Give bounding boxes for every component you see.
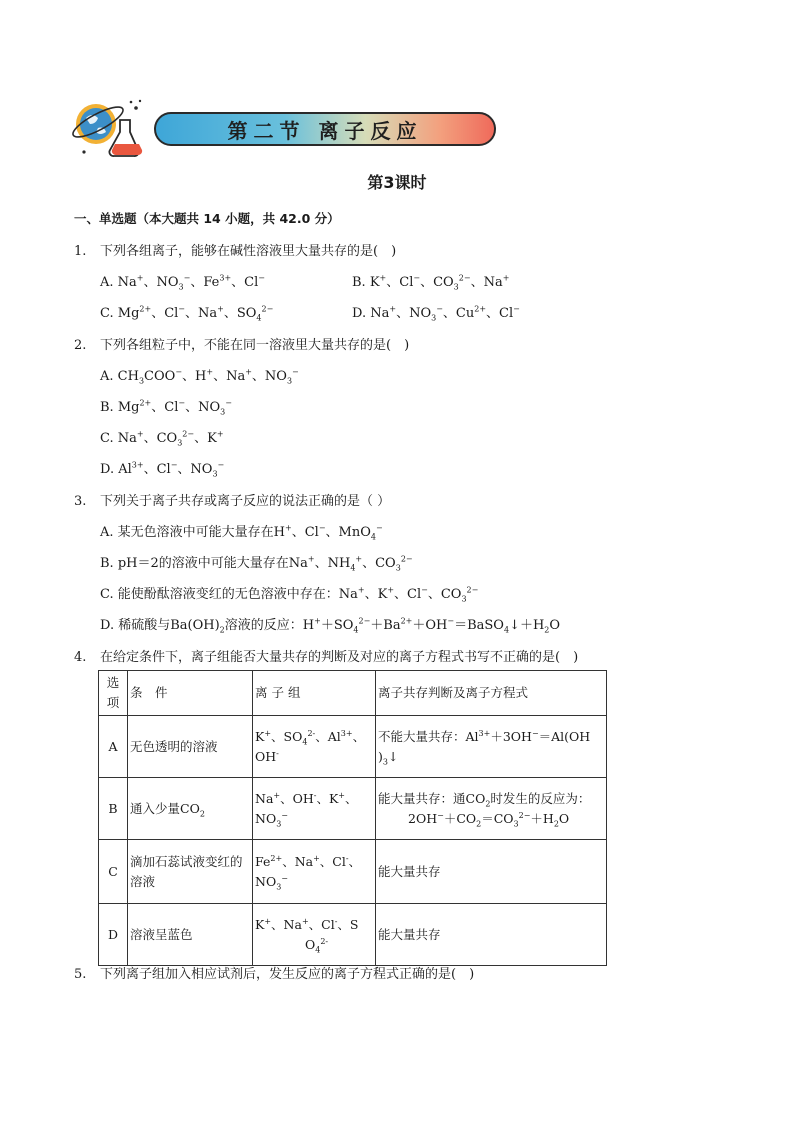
question-stem: 下列各组离子，能够在碱性溶液里大量共存的是( ) xyxy=(100,244,397,259)
q2-option-d: D. $Al^{3+}$、Cl−、$NO_3^-$ xyxy=(100,460,225,479)
q1-option-b: B. K+、Cl−、$CO_3^{2-}$、Na+ xyxy=(352,273,510,292)
condition-cell: 通入少量$CO_2$ xyxy=(128,778,253,840)
q1-option-c: C. $Mg^{2+}$、Cl−、Na+、$SO_4^{2-}$ xyxy=(100,304,274,323)
table-row xyxy=(99,778,607,840)
science-logo-icon xyxy=(70,96,146,160)
condition-cell: 滴加石蕊试液变红的溶液 xyxy=(128,840,253,904)
option-cell: C xyxy=(99,840,128,904)
q2-option-c: C. Na+、$CO_3^{2-}$、K+ xyxy=(100,429,224,448)
question-number: 4. xyxy=(74,650,87,665)
question-1 xyxy=(74,240,396,259)
judgement-cell: 能大量共存 xyxy=(376,904,607,966)
q2-option-a: A. $CH_3COO^-$、H+、Na+、$NO_3^-$ xyxy=(100,367,299,386)
q1-option-d: D. Na+、$NO_3^-$、$Cu^{2+}$、Cl− xyxy=(352,304,520,323)
q2-option-b: B. $Mg^{2+}$、Cl−、$NO_3^-$ xyxy=(100,398,232,417)
q3-option-d: D. 稀硫酸与$Ba(OH)_2$溶液的反应：$H^++SO_4^{2-}+Ba^{2+}+OH^-=BaSO_4↓+H_2O$ xyxy=(100,616,561,635)
table-header-row xyxy=(99,671,607,716)
question-4 xyxy=(74,646,578,665)
question-number: 2. xyxy=(74,338,87,353)
question-5 xyxy=(74,963,474,982)
table-row xyxy=(99,904,607,966)
chapter-banner xyxy=(154,112,496,146)
judgement-cell: 不能大量共存：$Al^{3+}+3OH^-=Al(OH$ )$_3↓$ xyxy=(376,716,607,778)
ion-group-cell: $Fe^{2+}$、Na+、Cl-、 $NO_3^-$ xyxy=(253,840,376,904)
question-number: 5. xyxy=(74,967,87,982)
question-3 xyxy=(74,490,390,509)
ion-group-cell: Na+、OH-、K+、 $NO_3^-$ xyxy=(253,778,376,840)
question-number: 1. xyxy=(74,244,87,259)
judgement-cell: 能大量共存：通$CO_2$时发生的反应为： $2OH^-+CO_2=CO_3^{2-}+H_2O$ xyxy=(376,778,607,840)
q3-option-a: A. 某无色溶液中可能大量存在H+、Cl−、MnO$_4$− xyxy=(100,523,383,542)
question-number: 3. xyxy=(74,494,87,509)
q3-option-b: B. pH＝2的溶液中可能大量存在Na+、$NH_4^+$、$CO_3^{2-}$ xyxy=(100,554,413,573)
table-row xyxy=(99,840,607,904)
table-header: 离 子 组 xyxy=(253,671,376,716)
question-stem: 在给定条件下，离子组能否大量共存的判断及对应的离子方程式书写不正确的是( ) xyxy=(100,650,579,665)
condition-cell: 无色透明的溶液 xyxy=(128,716,253,778)
table-header: 选项 xyxy=(99,671,128,716)
ion-group-cell: K+、$SO_4^{2-}$、$Al^{3+}$、 OH- xyxy=(253,716,376,778)
chapter-title: 第二节 离子反应 xyxy=(227,118,423,143)
option-cell: A xyxy=(99,716,128,778)
question-stem: 下列关于离子共存或离子反应的说法正确的是（ ） xyxy=(100,494,391,509)
judgement-cell: 能大量共存 xyxy=(376,840,607,904)
question-2 xyxy=(74,334,409,353)
q1-option-a: A. Na+、$NO_3^-$、$Fe^{3+}$、Cl− xyxy=(100,273,265,292)
question-stem: 下列离子组加入相应试剂后，发生反应的离子方程式正确的是( ) xyxy=(100,967,475,982)
lesson-title: 第3课时 xyxy=(367,173,427,192)
section-heading: 一、单选题（本大题共 14 小题，共 42.0 分） xyxy=(74,211,340,226)
option-cell: D xyxy=(99,904,128,966)
question-stem: 下列各组粒子中，不能在同一溶液里大量共存的是( ) xyxy=(100,338,410,353)
chapter-header xyxy=(70,96,500,160)
q3-option-c: C. 能使酚酞溶液变红的无色溶液中存在：Na+、K+、Cl−、$CO_3^{2-}$ xyxy=(100,585,479,604)
table-header: 离子共存判断及离子方程式 xyxy=(376,671,607,716)
question-4-table xyxy=(98,670,607,966)
table-header: 条 件 xyxy=(128,671,253,716)
table-row xyxy=(99,716,607,778)
condition-cell: 溶液呈蓝色 xyxy=(128,904,253,966)
ion-group-cell: K+、Na+、Cl-、S $O_4^{2-}$ xyxy=(253,904,376,966)
option-cell: B xyxy=(99,778,128,840)
